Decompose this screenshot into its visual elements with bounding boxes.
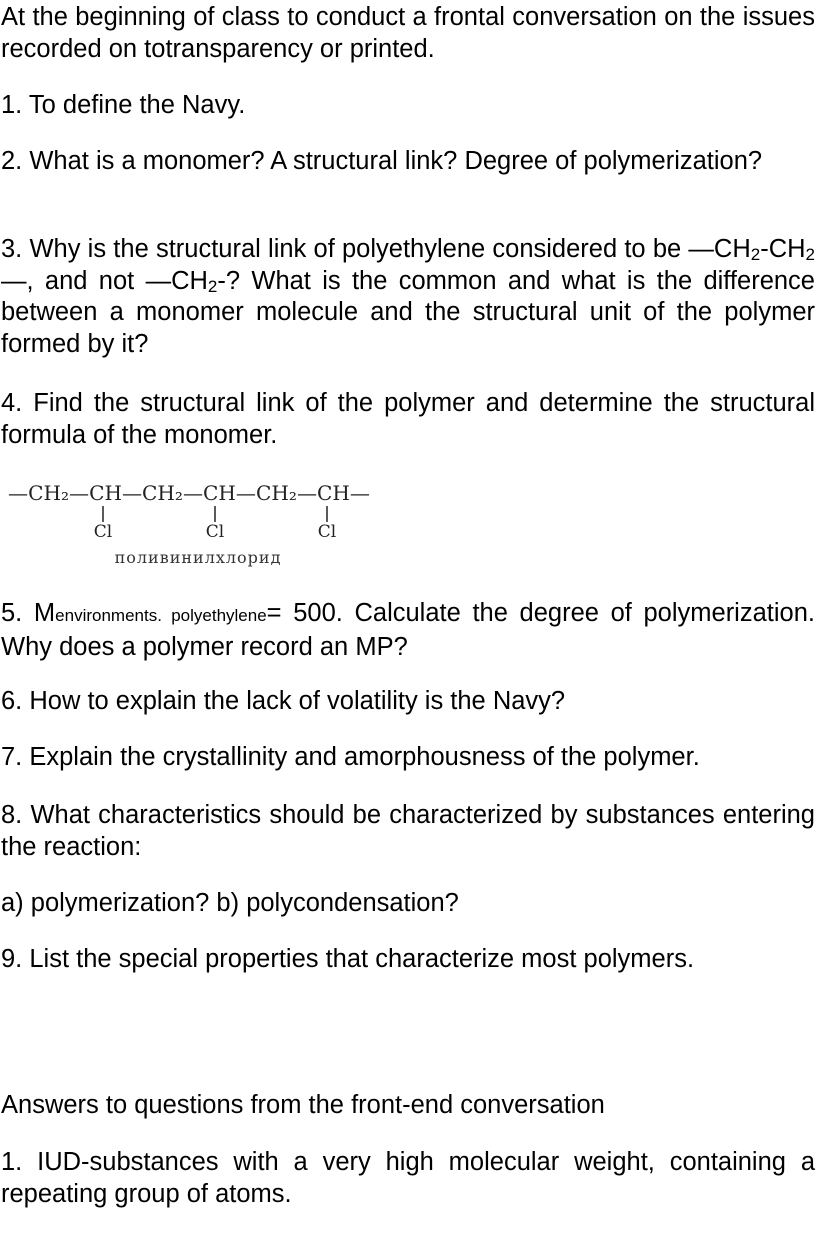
question-5-subscript: environments. polyethylene [55,606,267,625]
intro-paragraph: At the beginning of class to conduct a frontal conversation on the issues recorded on totransparency or printed. [1,3,815,63]
question-8-options: a) polymerization? b) polycondensation? [1,889,459,917]
question-4: 4. Find the structural link of the polymer and determine the structural formula of the monomer. [1,389,815,449]
question-1: 1. To define the Navy. [1,91,246,119]
question-5-text-2: = 500. Calculate the degree of polymerization. Why does a polymer record an MP? [1,599,815,661]
chlorine-1: Cl [93,522,113,542]
question-5 [1,598,815,663]
chlorine-2: Cl [205,522,225,542]
question-3-sub-2: 2 [805,245,815,264]
question-3 [1,234,815,360]
formula-chain: —CH₂—CH—CH₂—CH—CH₂—CH— [8,481,370,505]
question-3-text-4: -? What is the common and what is the difference between a monomer molecule and the structural unit of the polymer formed by it? [1,266,815,358]
question-3-text-1: 3. Why is the structural link of polyethylene considered to be —CH [1,235,751,263]
question-8: 8. What characteristics should be characterized by substances entering the reaction: [1,801,815,861]
formula-caption: поливинилхлорид [114,548,282,567]
question-6: 6. How to explain the lack of volatility is the Navy? [1,687,566,715]
chlorine-3: Cl [317,522,337,542]
question-5-text-1: 5. M [1,599,56,627]
question-2: 2. What is a monomer? A structural link? Degree of polymerization? [1,147,763,175]
answers-heading: Answers to questions from the front-end conversation [1,1091,605,1119]
pvc-structural-formula [0,478,390,578]
question-3-sub-1: 2 [750,245,761,264]
question-3-text-2: -CH [760,235,806,263]
question-9: 9. List the special properties that characterize most polymers. [1,945,695,973]
answer-1: 1. IUD-substances with a very high molecular weight, containing a repeating group of atoms. [1,1148,815,1208]
pvc-formula-image [0,478,390,578]
question-3-sub-3: 2 [207,276,218,296]
question-7: 7. Explain the crystallinity and amorphousness of the polymer. [1,743,700,771]
question-3-text-3: —, and not —CH [1,266,208,295]
